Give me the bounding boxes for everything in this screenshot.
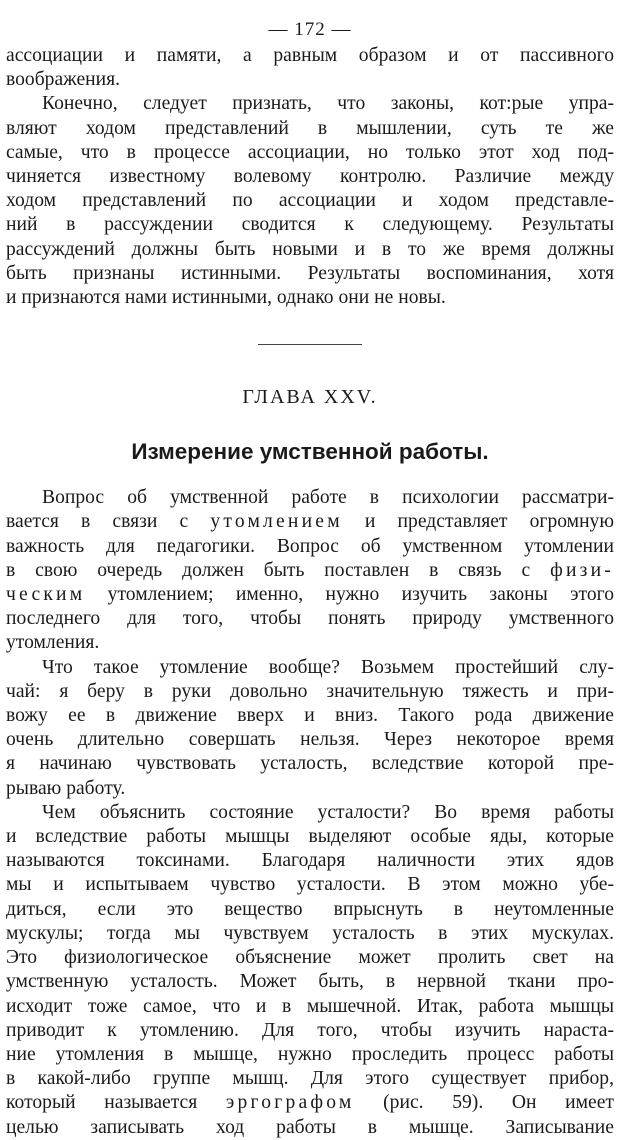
chapter-title: Измерение умственной работы. [131, 439, 489, 465]
text-line: целью записывать ход работы в мышце. Записывание [6, 1116, 614, 1138]
text-line: очень длительно совершать нельзя. Через некоторое время [6, 729, 614, 751]
paragraph-laws [6, 92, 614, 310]
text-line: чиняется известному волевому контролю. Различие между [6, 166, 614, 188]
text-line: мускулы; тогда мы чувствуем усталость в этих мускулах. [6, 922, 614, 944]
paragraph-fatigue-question [6, 656, 614, 801]
text-line: Чем объяснить состояние усталости? Во время работы [42, 801, 614, 823]
text-line: ходом представлений по ассоциации и ходом представле- [6, 190, 614, 212]
text-line: я начинаю чувствовать усталость, вследствие которой пре- [6, 753, 614, 775]
text-line: Конечно, следует признать, что законы, кот:рые упра- [42, 93, 614, 115]
text-line: в какой-либо группе мышц. Для этого существует прибор, [6, 1068, 614, 1090]
page-number: — 172 — [268, 19, 352, 40]
section-divider [258, 344, 362, 346]
text-line: важность для педагогики. Вопрос об умственном утомлении [6, 535, 614, 557]
text-line: и вследствие работы мышцы выделяют особые яды, которые [6, 826, 614, 848]
text-line: Что такое утомление вообще? Возьмем простейший слу- [42, 656, 614, 678]
emphasized-term: ческим [6, 584, 86, 606]
text-fragment: вается в связи с [6, 511, 211, 533]
text-line: чай: я беру в руки довольно значительную тяжесть и при- [6, 680, 614, 702]
text-fragment: в свою очередь должен быть поставлен в связь с [6, 559, 551, 581]
text-line: приводит к утомлению. Для того, чтобы изучить нараста- [6, 1019, 614, 1041]
text-line: быть признаны истинными. Результаты воспоминания, хотя [6, 262, 614, 284]
emphasized-term: утомлением [210, 511, 343, 533]
text-line: рассуждений должны быть новыми и в то же время должны [6, 238, 614, 260]
text-line: Вопрос об умственной работе в психологии рассматри- [42, 487, 614, 509]
emphasized-term: физи- [550, 559, 614, 581]
text-line: ний в рассуждении сводится к следующему. Результаты [6, 214, 614, 236]
paragraph-toxins [6, 801, 614, 1140]
text-line: умственную усталость. Может быть, в нервной ткани про- [6, 971, 614, 993]
text-line: самые, что в процессе ассоциации, но только этот ход под- [6, 141, 614, 163]
text-fragment: (рис. 59). Он имеет [354, 1092, 614, 1114]
text-line: рываю работу. [6, 777, 126, 799]
text-fragment: и представляет огромную [342, 511, 614, 533]
text-line: диться, если это вещество впрыснуть в неутомленные [6, 898, 614, 920]
text-line: называются токсинами. Благодаря наличности этих ядов [6, 850, 614, 872]
text-fragment: утомлением; именно, нужно изучить законы этого [85, 584, 614, 606]
text-line [6, 583, 614, 607]
emphasized-term: эргографом [225, 1092, 355, 1114]
text-line: и признаются нами истинными, однако они не новы. [6, 287, 446, 309]
text-line: вляют ходом представлений в мышлении, суть те же [6, 117, 614, 139]
chapter-label: ГЛАВА XXV. [242, 386, 378, 409]
text-line [6, 559, 614, 583]
text-line: утомления. [6, 632, 100, 654]
text-line [6, 1091, 614, 1115]
text-line: ние утомления в мышце, нужно проследить процесс работы [6, 1043, 614, 1065]
book-page [6, 18, 614, 1140]
text-line: мы и испытываем чувство усталости. В этом можно убе- [6, 874, 614, 896]
paragraph-mental-work [6, 486, 614, 655]
text-line: последнего для того, чтобы понять природу умственного [6, 608, 614, 630]
text-line: воображения. [6, 69, 121, 91]
paragraph-intro [6, 44, 614, 92]
text-line: Это физиологическое объяснение может пролить свет на [6, 947, 614, 969]
text-line: ассоциации и памяти, а равным образом и от пассивного [6, 45, 614, 66]
text-fragment: который называется [6, 1092, 226, 1114]
text-line [6, 510, 614, 534]
text-line: вожу ее в движение вверх и вниз. Такого рода движение [6, 705, 614, 727]
text-line: исходит тоже самое, что и в мышечной. Итак, работа мышцы [6, 995, 614, 1017]
